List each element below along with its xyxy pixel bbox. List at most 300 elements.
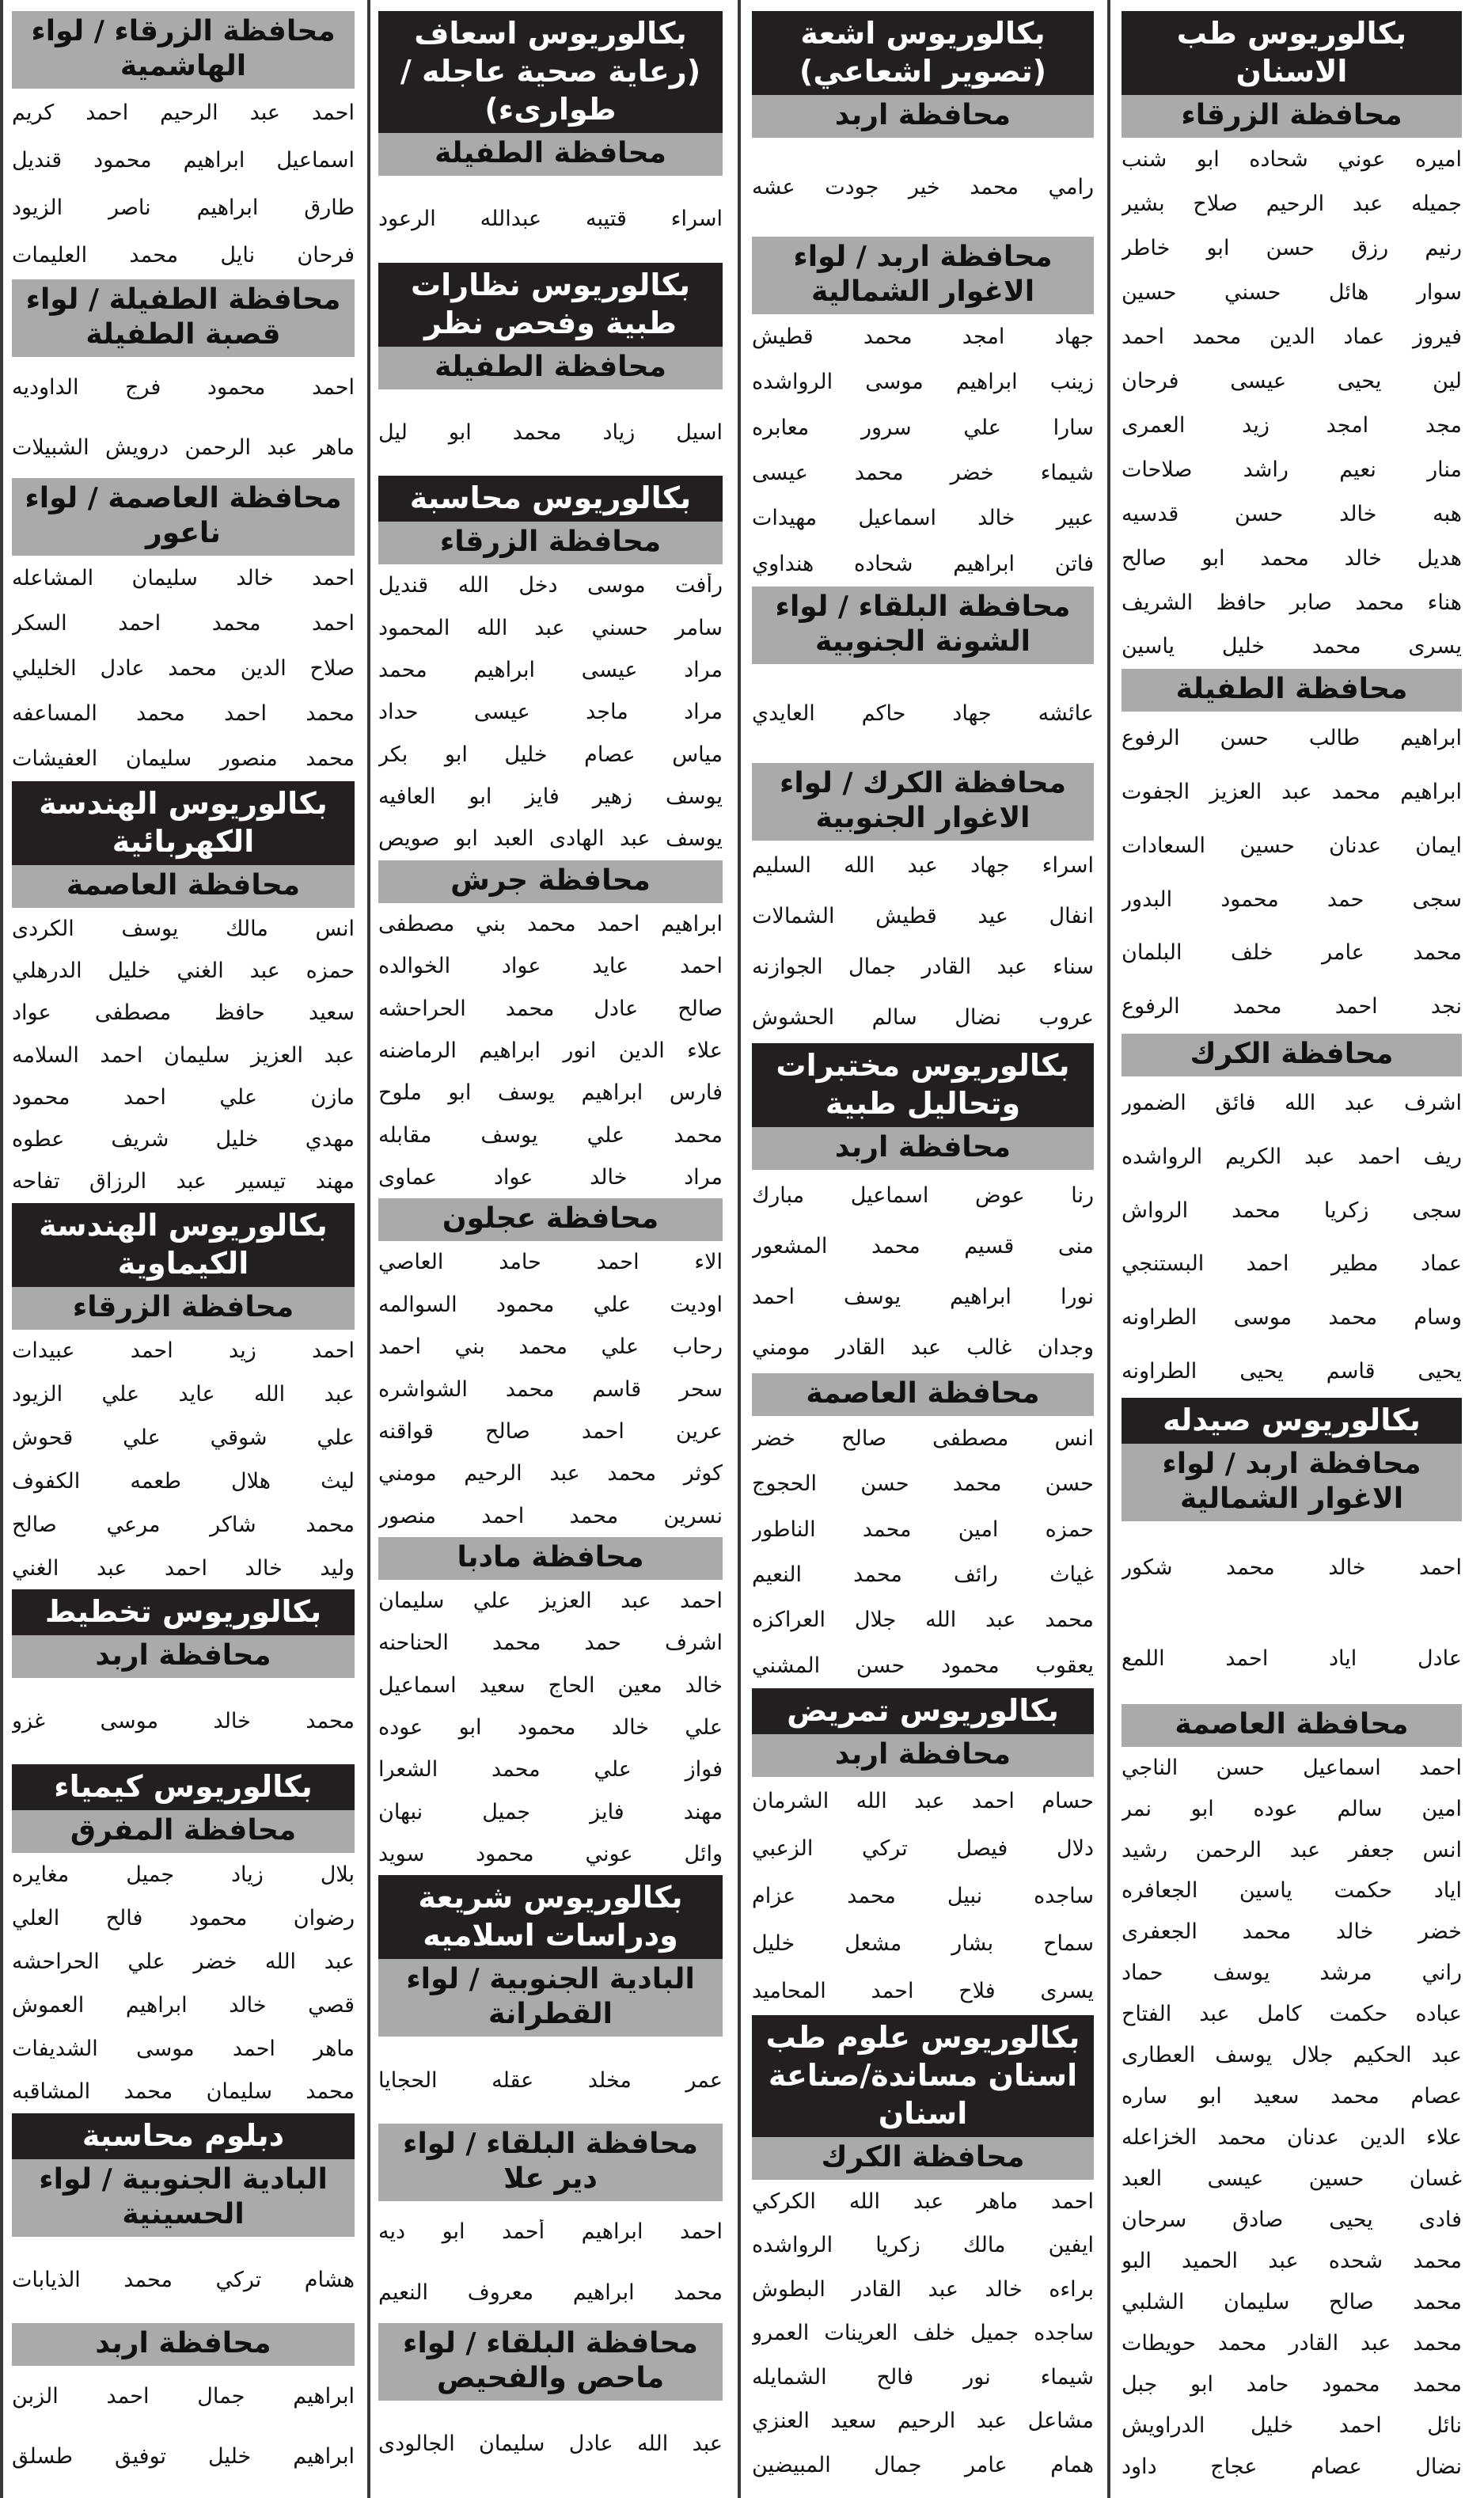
list-item <box>752 1221 1094 1271</box>
list-item <box>1122 872 1462 926</box>
candidate-name: همام عامر جمال المبيضين <box>752 2452 1094 2477</box>
list-item <box>1122 2035 1462 2076</box>
candidate-name: وسام محمد موسى الطراونه <box>1122 1305 1462 1331</box>
list-item <box>1122 2200 1462 2241</box>
list-item <box>378 1410 723 1452</box>
degree-heading: بكالوريوس شريعة ودراسات اسلاميه <box>378 1875 723 1959</box>
names-list <box>378 903 723 1199</box>
candidate-name: بلال زياد جميل مغايره <box>12 1862 355 1888</box>
list-item <box>12 1076 355 1118</box>
list-item <box>378 564 723 606</box>
candidate-name: احمد خالد سليمان المشاعله <box>12 565 355 590</box>
candidate-name: احمد عبد العزيز علي سليمان <box>378 1588 723 1613</box>
candidate-name: وائل عوني محمود سويد <box>378 1842 723 1867</box>
candidate-name: فيروز عماد الدين محمد احمد <box>1122 325 1462 350</box>
candidate-name: يعقوب محمود حسن المشني <box>752 1653 1094 1678</box>
list-item <box>12 232 355 279</box>
candidate-name: حمزه امين محمد الناطور <box>752 1517 1094 1542</box>
list-item <box>378 1326 723 1368</box>
names-list <box>1122 1076 1462 1399</box>
list-item <box>1122 1747 1462 1788</box>
candidate-name: عبير خالد اسماعيل مهيدات <box>752 506 1094 531</box>
candidate-name: عبد الله خضر علي الحراحشه <box>12 1949 355 1974</box>
region-heading: محافظة العاصمة <box>1122 1704 1462 1747</box>
list-item <box>1122 2363 1462 2405</box>
degree-heading: بكالوريوس الهندسة الكيماوية <box>12 1203 355 1287</box>
announcement-column <box>752 11 1094 2487</box>
list-item <box>752 891 1094 942</box>
candidate-name: سحر قاسم محمد الشواشره <box>378 1376 723 1402</box>
list-item <box>378 1580 723 1622</box>
candidate-name: عبد الله عادل سليمان الجالودى <box>378 2431 723 2456</box>
candidate-name: منار نعيم راشد صلاحات <box>1122 457 1462 482</box>
candidate-name: فرحان نايل محمد العليمات <box>12 243 355 268</box>
candidate-name: انس جعفر عبد الرحمن رشيد <box>1122 1837 1462 1862</box>
candidate-name: ماهر احمد موسى الشديفات <box>12 2036 355 2061</box>
list-item <box>12 1372 355 1416</box>
list-item <box>752 495 1094 541</box>
region-heading: محافظة العاصمة <box>752 1373 1094 1416</box>
candidate-name: احمد محمود فرج الداوديه <box>12 374 355 400</box>
candidate-name: ابراهيم جمال احمد الزبن <box>12 2383 355 2409</box>
candidate-name: وجدان غالب عبد القادر مومني <box>752 1334 1094 1360</box>
candidate-name: نسرين محمد احمد منصور <box>378 1503 723 1528</box>
candidate-name: مشاعل عبد الرحيم سعيد العنزي <box>752 2409 1094 2434</box>
list-item <box>752 1461 1094 1506</box>
announcement-column <box>12 11 355 2487</box>
candidate-name: كوثر محمد عبد الرحيم مومني <box>378 1461 723 1486</box>
list-item <box>12 736 355 781</box>
candidate-name: نجد احمد محمد الرفوع <box>1122 994 1462 1019</box>
candidate-name: هبه خالد حسن قدسيه <box>1122 501 1462 526</box>
list-item <box>378 734 723 776</box>
list-item <box>752 2180 1094 2224</box>
list-item <box>378 818 723 860</box>
list-item <box>1122 226 1462 271</box>
list-item <box>12 1503 355 1547</box>
list-item <box>12 646 355 691</box>
list-item <box>1122 1345 1462 1399</box>
list-item <box>12 1118 355 1160</box>
names-list <box>378 564 723 860</box>
list-item <box>378 1114 723 1156</box>
candidate-name: سماح بشار مشعل خليل <box>752 1930 1094 1956</box>
list-item <box>1122 492 1462 536</box>
list-item <box>752 1967 1094 2014</box>
candidate-name: اسراء قتيبه عبدالله الرعود <box>378 207 723 232</box>
list-item <box>12 136 355 184</box>
names-list <box>12 357 355 478</box>
candidate-name: اسيل زياد محمد ابو ليل <box>378 419 723 445</box>
list-item <box>12 1460 355 1503</box>
candidate-name: هناء محمد صابر حافظ الشريف <box>1122 590 1462 615</box>
list-item <box>752 2443 1094 2488</box>
names-list <box>12 1330 355 1590</box>
candidate-name: محمد شاكر مرعي صالح <box>12 1512 355 1537</box>
candidate-name: براءه خالد عبد القادر البطوش <box>752 2276 1094 2302</box>
candidate-name: ساجده نبيل محمد عزام <box>752 1883 1094 1908</box>
candidate-name: ابراهيم طالب حسن الرفوع <box>1122 726 1462 751</box>
candidate-name: ايفين مالك زكريا الرواشده <box>752 2233 1094 2258</box>
list-item <box>752 1552 1094 1597</box>
list-item <box>378 606 723 648</box>
candidate-name: محمد عامر خلف البلمان <box>1122 940 1462 966</box>
names-list <box>12 89 355 279</box>
names-list <box>12 2366 355 2487</box>
candidate-name: عائشه جهاد حاكم العايدي <box>752 700 1094 726</box>
region-heading: محافظة الطفيلة <box>1122 669 1462 712</box>
candidate-name: فارس ابراهيم يوسف ابو ملوح <box>378 1080 723 1106</box>
region-heading: محافظة الكرك <box>1122 1034 1462 1076</box>
names-list <box>378 2037 723 2124</box>
candidate-name: مراد ماجد عيسى حداد <box>378 700 723 725</box>
region-heading: محافظة اربد / لواء الاغوار الشمالية <box>1122 1444 1462 1521</box>
degree-heading: بكالوريوس مختبرات وتحاليل طبية <box>752 1043 1094 1127</box>
list-item <box>378 1072 723 1114</box>
list-item <box>752 1416 1094 1461</box>
list-item <box>752 841 1094 891</box>
candidate-name: وليد خالد احمد عبد الغني <box>12 1555 355 1581</box>
names-list <box>752 138 1094 237</box>
names-list <box>752 841 1094 1044</box>
list-item <box>12 691 355 736</box>
list-item <box>1122 138 1462 182</box>
list-item <box>1122 447 1462 492</box>
list-item <box>378 1706 723 1748</box>
list-item <box>1122 818 1462 872</box>
region-heading: محافظة اربد <box>752 95 1094 138</box>
candidate-name: يوسف عبد الهادى العبد ابو صويص <box>378 826 723 852</box>
candidate-name: هديل خالد محمد ابو صالح <box>1122 545 1462 571</box>
list-item <box>1122 403 1462 447</box>
list-item <box>378 1241 723 1283</box>
list-item <box>1122 1237 1462 1291</box>
list-item <box>752 1271 1094 1322</box>
candidate-name: دلال فيصل تركي الزعبي <box>752 1836 1094 1861</box>
candidate-name: سارا علي سرور معابره <box>752 415 1094 440</box>
list-item <box>378 1833 723 1875</box>
candidate-name: سجى زكريا محمد الرواش <box>1122 1198 1462 1223</box>
names-list <box>752 1416 1094 1689</box>
list-item <box>12 417 355 477</box>
list-item <box>752 942 1094 993</box>
candidate-name: محمد شحده عبد الحميد البو <box>1122 2248 1462 2273</box>
list-item <box>1122 536 1462 580</box>
candidate-name: علي شوقي علي قحوش <box>12 1426 355 1451</box>
candidate-name: ماهر عبد الرحمن درويش الشبيلات <box>12 435 355 461</box>
list-item <box>12 992 355 1034</box>
candidate-name: امين سالم عوده ابو نمر <box>1122 1796 1462 1821</box>
list-item <box>752 2356 1094 2400</box>
list-item <box>378 1494 723 1536</box>
list-item <box>378 1791 723 1833</box>
list-item <box>12 950 355 992</box>
list-item <box>1122 1911 1462 1953</box>
candidate-name: فواز علي محمد الشعرا <box>378 1757 723 1782</box>
list-item <box>378 389 723 476</box>
list-item <box>1122 1829 1462 1870</box>
list-item <box>752 2223 1094 2268</box>
candidate-name: حمزه عبد الغني خليل الدرهلي <box>12 959 355 984</box>
candidate-name: ريف احمد عبد الكريم الرواشده <box>1122 1144 1462 1169</box>
candidate-name: فاتن ابراهيم شحاده هنداوي <box>752 551 1094 576</box>
candidate-name: مهند فايز جميل نبهان <box>378 1799 723 1824</box>
list-item <box>1122 1613 1462 1704</box>
candidate-name: اوديت علي محمود السوالمه <box>378 1292 723 1317</box>
candidate-name: اشرف حمد محمد الحناحنه <box>378 1631 723 1656</box>
candidate-name: سوار هائل حسني حسين <box>1122 280 1462 306</box>
candidate-name: مراد عيسى ابراهيم محمد <box>378 658 723 683</box>
candidate-name: خالد معين الحاج سعيد اسماعيل <box>378 1672 723 1698</box>
region-heading: محافظة البلقاء / لواء ماحص والفحيص <box>378 2323 723 2401</box>
list-item <box>752 664 1094 763</box>
candidate-name: ليث هلال طعمه الكفوف <box>12 1468 355 1494</box>
list-item <box>1122 580 1462 624</box>
list-item <box>12 556 355 601</box>
list-item <box>1122 1870 1462 1911</box>
list-item <box>752 1777 1094 1824</box>
candidate-name: احمد ماهر عبد الله الكركي <box>752 2189 1094 2214</box>
list-item <box>378 1368 723 1410</box>
region-heading: محافظة العاصمة / لواء ناعور <box>12 478 355 556</box>
candidate-name: احمد عايد عواد الخوالده <box>378 954 723 979</box>
names-list <box>378 2401 723 2488</box>
list-item <box>12 1678 355 1764</box>
candidate-name: عمر مخلد عقله الحجايا <box>378 2067 723 2093</box>
candidate-name: علاء الدين عدنان محمد الخزاعله <box>1122 2125 1462 2151</box>
candidate-name: يحيى قاسم يحيى الطراونه <box>1122 1358 1462 1384</box>
list-item <box>1122 2076 1462 2117</box>
candidate-name: لين يحيى عيسى فرحان <box>1122 368 1462 393</box>
candidate-name: محمد منصور سليمان العفيشات <box>12 746 355 771</box>
names-list <box>752 314 1094 587</box>
list-item <box>12 2366 355 2426</box>
list-item <box>752 993 1094 1043</box>
candidate-name: احمد عبد الرحيم احمد كريم <box>12 100 355 125</box>
region-heading: محافظة عجلون <box>378 1198 723 1241</box>
names-list <box>378 176 723 263</box>
candidate-name: محمد سليمان محمد المشاقبه <box>12 2079 355 2105</box>
list-item <box>1122 1076 1462 1130</box>
region-heading: محافظة اربد <box>12 1635 355 1678</box>
list-item <box>12 1853 355 1896</box>
candidate-name: اشرف عبد الله فائق الضمور <box>1122 1090 1462 1115</box>
candidate-name: عبد العزيز سليمان احمد السلامه <box>12 1042 355 1068</box>
candidate-name: شيماء خضر محمد عيسى <box>752 460 1094 485</box>
degree-heading: بكالوريوس تخطيط <box>12 1589 355 1635</box>
candidate-name: رنا عوض اسماعيل مبارك <box>752 1183 1094 1208</box>
candidate-name: اسماعيل ابراهيم محمود قنديل <box>12 147 355 173</box>
list-item <box>12 2427 355 2487</box>
degree-heading: بكالوريوس علوم طب اسنان مساندة/صناعة اسنان <box>752 2015 1094 2137</box>
list-item <box>1122 1953 1462 1994</box>
candidate-name: رأفت موسى دخل الله قنديل <box>378 573 723 598</box>
list-item <box>752 541 1094 587</box>
candidate-name: خضر خالد محمد الجعفرى <box>1122 1919 1462 1945</box>
list-item <box>12 601 355 646</box>
candidate-name: احمد ابراهيم أحمد ابو ديه <box>378 2219 723 2244</box>
list-item <box>378 945 723 987</box>
candidate-name: ايمان عدنان حسين السعادات <box>1122 833 1462 858</box>
list-item <box>1122 1291 1462 1345</box>
candidate-name: عروب نضال سالم الحشوش <box>752 1005 1094 1031</box>
candidate-name: احمد زيد احمد عبيدات <box>12 1338 355 1364</box>
list-item <box>752 359 1094 404</box>
list-item <box>1122 2240 1462 2281</box>
list-item <box>378 1452 723 1494</box>
candidate-name: مازن علي احمد محمود <box>12 1084 355 1110</box>
candidate-name: عصام محمد سعيد ابو ساره <box>1122 2084 1462 2109</box>
candidate-name: عبد الله عايد علي الزيود <box>12 1382 355 1407</box>
list-item <box>12 1160 355 1202</box>
degree-heading: بكالوريوس نظارات طبية وفحص نظر <box>378 263 723 347</box>
list-item <box>12 1984 355 2027</box>
list-item <box>1122 2281 1462 2322</box>
candidate-name: يسرى فلاح احمد المحاميد <box>752 1978 1094 2003</box>
candidate-name: يسرى محمد خليل ياسين <box>1122 634 1462 659</box>
region-heading: محافظة البلقاء / لواء الشونة الجنوبية <box>752 587 1094 664</box>
candidate-name: ساجده جميل خلف العرينات العمرو <box>752 2321 1094 2346</box>
candidate-name: سعيد حافظ مصطفى عواد <box>12 1000 355 1026</box>
candidate-name: رضوان محمود فالح العلي <box>12 1906 355 1931</box>
names-list <box>378 1580 723 1876</box>
candidate-name: ابراهيم خليل توفيق طسلق <box>12 2444 355 2470</box>
region-heading: محافظة مادبا <box>378 1537 723 1580</box>
candidate-name: راني مرشد يوسف حماد <box>1122 1961 1462 1986</box>
candidate-name: مهدي خليل شريف عطوه <box>12 1127 355 1152</box>
region-heading: محافظة الكرك <box>752 2137 1094 2180</box>
list-item <box>378 1748 723 1790</box>
region-heading: محافظة الطفيلة <box>378 347 723 389</box>
candidate-name: علي خالد محمود ابو عوده <box>378 1715 723 1741</box>
candidate-name: غياث رائف محمد النعيم <box>752 1562 1094 1587</box>
degree-heading: دبلوم محاسبة <box>12 2113 355 2159</box>
list-item <box>752 404 1094 450</box>
list-item <box>1122 2405 1462 2446</box>
region-heading: البادية الجنوبية / لواء القطرانة <box>378 1959 723 2037</box>
list-item <box>12 1034 355 1076</box>
list-item <box>1122 182 1462 226</box>
candidate-name: صالح عادل محمد الحراحشه <box>378 996 723 1021</box>
list-item <box>378 2201 723 2262</box>
candidate-name: الاء احمد حامد العاصي <box>378 1250 723 1275</box>
list-item <box>1122 765 1462 819</box>
candidate-name: انس مصطفى صالح خضر <box>752 1426 1094 1451</box>
list-item <box>12 1330 355 1373</box>
candidate-name: مجد امجد زيد العمرى <box>1122 412 1462 438</box>
list-item <box>752 1170 1094 1221</box>
candidate-name: رحاب علي محمد بني احمد <box>378 1334 723 1360</box>
candidate-name: احمد اسماعيل حسن الناجي <box>1122 1755 1462 1780</box>
candidate-name: محمد عبد الله جلال العراكزه <box>752 1608 1094 1633</box>
region-heading: محافظة الزرقاء / لواء الهاشمية <box>12 11 355 89</box>
names-list <box>378 1241 723 1537</box>
candidate-name: علاء الدين انور ابراهيم الرماضنه <box>378 1038 723 1063</box>
candidate-name: مهند تيسير عبد الرزاق تفاحه <box>12 1169 355 1194</box>
region-heading: محافظة اربد <box>12 2323 355 2366</box>
list-item <box>12 2027 355 2071</box>
candidate-name: غسان حسين عيسى العبد <box>1122 2166 1462 2192</box>
region-heading: محافظة الزرقاء <box>378 522 723 564</box>
names-list <box>752 2180 1094 2488</box>
candidate-name: انس مالك يوسف الكردى <box>12 916 355 941</box>
column-divider <box>367 0 370 2498</box>
names-list <box>1122 1747 1462 2487</box>
list-item <box>1122 1129 1462 1183</box>
candidate-name: جميله عبد الرحيم صلاح بشير <box>1122 192 1462 217</box>
list-item <box>1122 2158 1462 2200</box>
candidate-name: جهاد امجد محمد قطيش <box>752 324 1094 349</box>
candidate-name: اميره عوني شحاده ابو شنب <box>1122 147 1462 173</box>
candidate-name: سناء عبد القادر جمال الجوازنه <box>752 955 1094 980</box>
names-list <box>1122 712 1462 1034</box>
candidate-name: هشام تركي محمد الذيابات <box>12 2268 355 2293</box>
list-item <box>1122 980 1462 1034</box>
names-list <box>1122 1521 1462 1704</box>
names-list <box>12 908 355 1203</box>
list-item <box>752 1322 1094 1372</box>
candidate-name: محمد عبد القادر محمد حويطات <box>1122 2330 1462 2356</box>
list-item <box>752 1643 1094 1688</box>
region-heading: محافظة الكرك / لواء الاغوار الجنوبية <box>752 763 1094 841</box>
candidate-name: ابراهيم احمد محمد بني مصطفى <box>378 911 723 936</box>
list-item <box>752 1872 1094 1919</box>
degree-heading: بكالوريوس كيمياء <box>12 1764 355 1810</box>
names-list <box>752 1777 1094 2015</box>
list-item <box>752 2268 1094 2312</box>
list-item <box>1122 2322 1462 2363</box>
list-item <box>752 1506 1094 1551</box>
list-item <box>1122 271 1462 315</box>
announcement-column <box>1122 11 1462 2487</box>
list-item <box>378 691 723 733</box>
candidate-name: حسام احمد عبد الله الشرمان <box>752 1788 1094 1813</box>
list-item <box>378 776 723 818</box>
list-item <box>1122 2446 1462 2487</box>
list-item <box>378 2262 723 2323</box>
candidate-name: فادى يحيى صادق سرحان <box>1122 2207 1462 2232</box>
list-item <box>12 1416 355 1460</box>
candidate-name: انفال عيد قطيش الشمالات <box>752 904 1094 929</box>
list-item <box>1122 2117 1462 2158</box>
degree-heading: بكالوريوس الهندسة الكهربائية <box>12 781 355 865</box>
list-item <box>12 357 355 417</box>
list-item <box>752 1919 1094 1967</box>
candidate-name: يوسف زهير فايز ابو العافيه <box>378 784 723 810</box>
candidate-name: طارق ابراهيم ناصر الزيود <box>12 196 355 221</box>
names-list <box>12 2237 355 2323</box>
candidate-name: نضال عصام عجاج داود <box>1122 2454 1462 2479</box>
column-divider <box>0 0 3 2498</box>
list-item <box>378 903 723 945</box>
candidate-name: محمد احمد محمد المساعفه <box>12 700 355 726</box>
list-item <box>752 1597 1094 1642</box>
column-divider <box>738 0 741 2498</box>
candidate-name: عباده حكمت كامل عبد الفتاح <box>1122 2002 1462 2027</box>
list-item <box>1122 624 1462 669</box>
candidate-name: عرين احمد صالح قواقنه <box>378 1418 723 1444</box>
candidate-name: اسراء جهاد عبد الله السليم <box>752 853 1094 879</box>
names-list <box>378 389 723 476</box>
list-item <box>1122 1183 1462 1237</box>
list-item <box>1122 926 1462 980</box>
list-item <box>1122 315 1462 359</box>
list-item <box>378 176 723 263</box>
candidate-name: سجى حمد محمود البدور <box>1122 886 1462 912</box>
degree-heading: بكالوريوس اسعاف (رعاية صحية عاجله / طوارىء) <box>378 11 723 133</box>
region-heading: محافظة الزرقاء <box>12 1287 355 1330</box>
candidate-name: مياس عصام خليل ابو بكر <box>378 742 723 767</box>
